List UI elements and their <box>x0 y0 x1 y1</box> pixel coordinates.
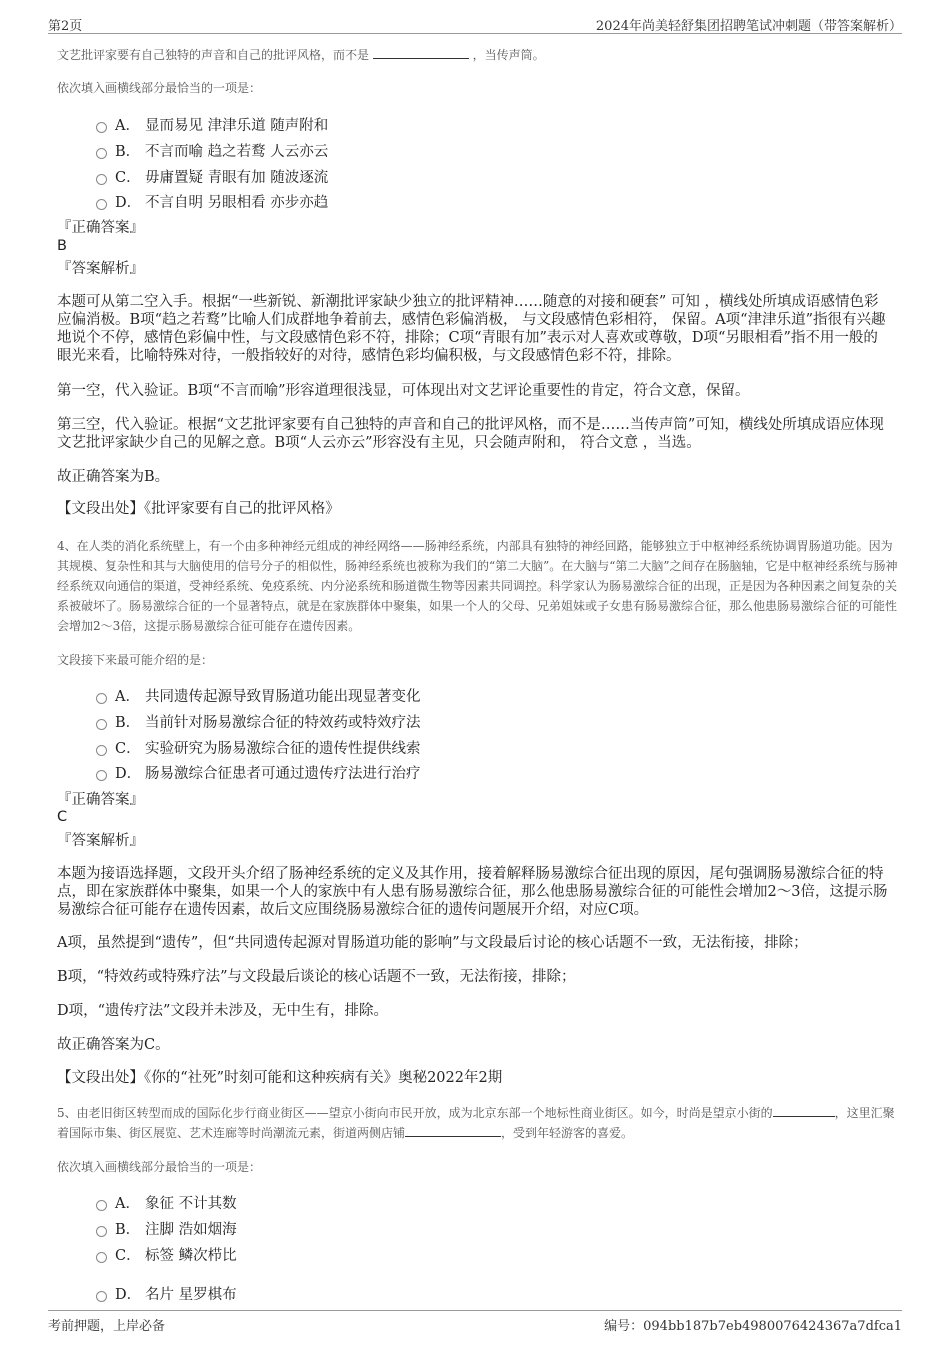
q3-analysis-paragraph: 第一空，代入验证。B项“不言而喻”形容道理很浅显，可体现出对文艺评论重要性的肯定，符合文意，保留。 <box>57 383 750 399</box>
radio-icon[interactable] <box>96 122 107 133</box>
q3-analysis-label: 『答案解析』 <box>57 261 144 277</box>
q4-analysis-paragraph: 本题为接语选择题，文段开头介绍了肠神经系统的定义及其作用，接着解释肠易激综合征出现的原因，尾句强调肠易激综合征的特点，即在家族群体中聚集，如果一个人的家族中有人患有肠易激综合征，那么他患肠易激综合征的可能性会增加2～3倍，这提示肠易激综合征可能存在遗传因素，故后文应围绕肠易激综合征的遗传问题展开介绍，对应C项。 <box>57 866 888 918</box>
radio-icon[interactable] <box>96 1226 107 1237</box>
radio-icon[interactable] <box>96 745 107 756</box>
q3-prompt: 依次填入画横线部分最恰当的一项是： <box>57 81 262 95</box>
q4-analysis-label: 『答案解析』 <box>57 833 144 849</box>
q4-stem: 4、在人类的消化系统壁上，有一个由多种神经元组成的神经网络——肠神经系统，内部具有独特的神经回路，能够独立于中枢神经系统协调胃肠道功能。因为其规模、复杂性和其与大脑使用的信号分子的相似性，肠神经系统也被称为我们的“第二大脑”。在大脑与“第二大脑”之间存在肠脑轴，它是中枢神经系统与肠神经系统双向通信的渠道，受神经系统、免疫系统、内分泌系统和肠道微生物等因素共同调控。科学家认为肠易激综合征的出现，正是因为各种因素之间复杂的关系被破坏了。肠易激综合征的一个显著特点，就是在家族群体中聚集，如果一个人的父母、兄弟姐妹或子女患有肠易激综合征，那么他患肠易激综合征的可能性会增加2～3倍，这提示肠易激综合征可能存在遗传因素。 <box>57 539 898 633</box>
q3-answer-label: 『正确答案』 <box>57 220 144 236</box>
q3-stem: 文艺批评家要有自己独特的声音和自己的批评风格，而不是 ，当传声筒。 <box>57 48 545 62</box>
page-number: 第2页 <box>48 19 83 34</box>
q4-prompt: 文段接下来最可能介绍的是： <box>57 653 214 667</box>
radio-icon[interactable] <box>96 719 107 730</box>
q4-analysis-conclusion: 故正确答案为C。 <box>57 1037 170 1053</box>
q3-option-d[interactable]: D． 不言自明 另眼相看 亦步亦趋 <box>96 189 328 213</box>
q3-option-c[interactable]: C． 毋庸置疑 青眼有加 随波逐流 <box>96 164 328 188</box>
footer-slogan: 考前押题，上岸必备 <box>48 1319 166 1334</box>
q5-option-a[interactable]: A． 象征 不计其数 <box>96 1190 237 1214</box>
q4-analysis-paragraph: A项，虽然提到“遗传”，但“共同遗传起源对胃肠道功能的影响”与文段最后讨论的核心话题不一致，无法衔接，排除； <box>57 935 808 951</box>
q3-option-a[interactable]: A． 显而易见 津津乐道 随声附和 <box>96 112 328 136</box>
q3-analysis-conclusion: 故正确答案为B。 <box>57 469 170 485</box>
q3-answer: B <box>57 238 67 254</box>
radio-icon[interactable] <box>96 1200 107 1211</box>
q5-prompt: 依次填入画横线部分最恰当的一项是： <box>57 1160 262 1174</box>
q4-option-b[interactable]: B． 当前针对肠易激综合征的特效药或特效疗法 <box>96 709 421 733</box>
q4-analysis-paragraph: D项，“遗传疗法”文段并未涉及，无中生有，排除。 <box>57 1003 388 1019</box>
q4-analysis-paragraph: B项，“特效药或特殊疗法”与文段最后谈论的核心话题不一致，无法衔接，排除； <box>57 969 576 985</box>
document-title: 2024年尚美轻舒集团招聘笔试冲刺题（带答案解析） <box>595 19 902 34</box>
radio-icon[interactable] <box>96 1291 107 1302</box>
q5-option-d[interactable]: D． 名片 星罗棋布 <box>96 1281 237 1305</box>
radio-icon[interactable] <box>96 199 107 210</box>
q5-option-c[interactable]: C． 标签 鳞次栉比 <box>96 1242 237 1266</box>
q4-answer-label: 『正确答案』 <box>57 792 144 808</box>
blank-1 <box>373 47 469 59</box>
q4-answer: C <box>57 809 68 825</box>
q3-source: 【文段出处】《批评家要有自己的批评风格》 <box>57 501 340 517</box>
radio-icon[interactable] <box>96 174 107 185</box>
q4-option-d[interactable]: D． 肠易激综合征患者可通过遗传疗法进行治疗 <box>96 760 421 784</box>
page-footer <box>48 1310 902 1334</box>
radio-icon[interactable] <box>96 693 107 704</box>
radio-icon[interactable] <box>96 148 107 159</box>
q5-stem: 5、由老旧街区转型而成的国际化步行商业街区——望京小街向市民开放，成为北京东部一个地标性商业街区。如今，时尚是望京小街的 ，这里汇聚着国际市集、街区展览、艺术连廊等时尚潮流元素，街道两侧店铺 ，受到年轻游客的喜爱。 <box>57 1106 895 1140</box>
page-header <box>48 12 902 34</box>
blank-1 <box>773 1105 835 1117</box>
document-id: 编号：094bb187b7eb4980076424367a7dfca1 <box>604 1319 902 1334</box>
blank-2 <box>405 1125 501 1137</box>
radio-icon[interactable] <box>96 1252 107 1263</box>
q4-source: 【文段出处】《你的“社死”时刻可能和这种疾病有关》奥秘2022年2期 <box>57 1070 503 1086</box>
q4-option-a[interactable]: A． 共同遗传起源导致胃肠道功能出现显著变化 <box>96 683 421 707</box>
radio-icon[interactable] <box>96 770 107 781</box>
q5-option-b[interactable]: B． 注脚 浩如烟海 <box>96 1216 237 1240</box>
q3-analysis-paragraph: 本题可从第二空入手。根据“一些新锐、新潮批评家缺少独立的批评精神……随意的对接和硬套” 可知 ，横线处所填成语感情色彩应偏消极。B项“趋之若鹜”比喻人们成群地争着前去，感情色彩偏消极， 与文段感情色彩相符， 保留。A项“津津乐道”指很有兴趣地说个不停，感情色彩偏中性，与文段感情色彩不符，排除；C项“青眼有加”表示对人喜欢或尊敬，D项“另眼相看”指不用一般的眼光来看，比喻特殊对待，一般指较好的对待，感情色彩均偏积极，与文段感情色彩不符，排除。 <box>57 294 886 364</box>
q3-option-b[interactable]: B． 不言而喻 趋之若鹜 人云亦云 <box>96 138 328 162</box>
q3-analysis-paragraph: 第三空，代入验证。根据“文艺批评家要有自己独特的声音和自己的批评风格，而不是……当传声筒”可知，横线处所填成语应体现文艺批评家缺少自己的见解之意。B项“人云亦云”形容没有主见，只会随声附和， 符合文意 ，当选。 <box>57 417 884 451</box>
q4-option-c[interactable]: C． 实验研究为肠易激综合征的遗传性提供线索 <box>96 735 421 759</box>
